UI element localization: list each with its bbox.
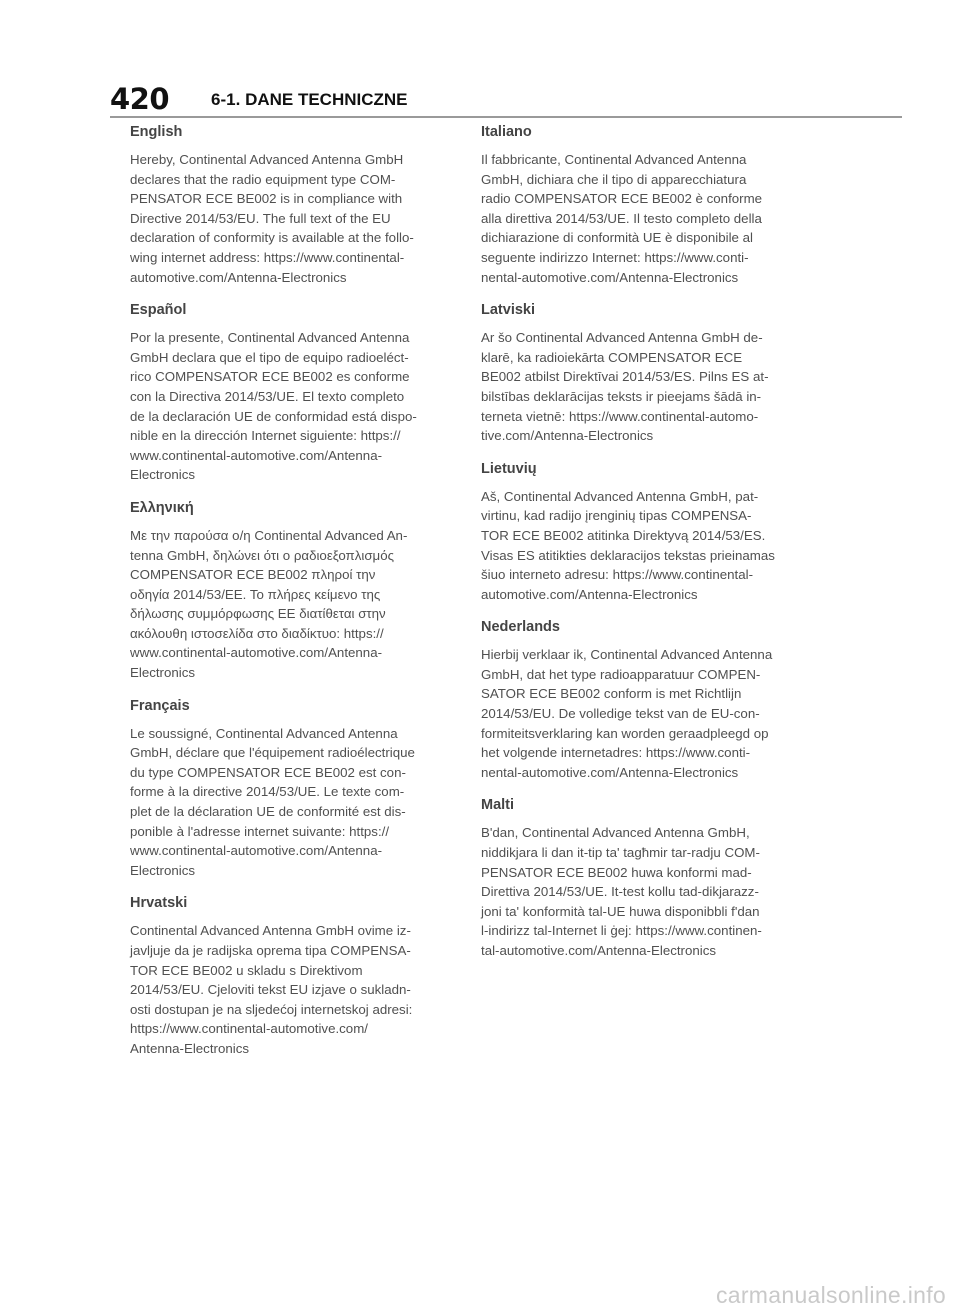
section-heading: Italiano — [481, 124, 532, 140]
declaration-lietuviu — [481, 459, 801, 605]
section-heading: Nederlands — [481, 619, 560, 636]
declaration-espanol — [130, 300, 470, 485]
section-body: Continental Advanced Antenna GmbH ovime iz- javljuje da je radijska oprema tipa COMPENSA- TOR ECE BE002 u skladu s Direktivom 2014/53/EU. Cjeloviti tekst EU izjave o sukladn- osti dostupan je na sljedećoj internetskoj adresi: https://www.continental-automotive.com/ Antenna-Electronics — [130, 923, 413, 1056]
section-heading: Español — [130, 302, 187, 319]
section-body: Aš, Continental Advanced Antenna GmbH, pat- virtinu, kad radijo įrenginių tipas COMPENSA- TOR ECE BE002 atitinka Direktyvą 2014/53/ES. Visas ES atitikties deklaracijos tekstas prieinamas šiuo interneto adresu: https://www.continental- automotive.com/Antenna-Electronics — [481, 488, 775, 602]
section-heading: English — [130, 124, 183, 140]
site-watermark: carmanualsonline.info — [715, 1282, 946, 1308]
declaration-nederlands — [481, 617, 801, 782]
section-body: Il fabbricante, Continental Advanced Antenna GmbH, dichiara che il tipo di apparecchiatura radio COMPENSATOR ECE BE002 è conforme alla direttiva 2014/53/UE. Il testo completo della dichiarazione di conformità UE è disponibile al seguente indirizzo Internet: https://www.conti- nental-automotive.com/Antenna-Electronics — [481, 152, 763, 285]
section-heading: Lietuvių — [481, 460, 537, 477]
section-body: Hierbij verklaar ik, Continental Advanced Antenna GmbH, dat het type radioapparatuur COMPEN- SATOR ECE BE002 conform is met Richtlijn 2014/53/EU. De volledige tekst van de EU-con- formiteitsverklaring kan worden geraadpleegd op het volgende internetadres: https://www.conti- nental-automotive.com/Antenna-Electronics — [481, 647, 773, 780]
section-body: Με την παρούσα ο/η Continental Advanced An- tenna GmbH, δηλώνει ότι ο ραδιοεξοπλισμός COMPENSATOR ECE BE002 πληροί την οδηγία 2014/53/ΕΕ. Το πλήρες κείμενο της δήλωσης συμμόρφωσης ΕΕ διατίθεται στην ακόλουθη ιστοσελίδα στο διαδίκτυο: https:// www.continental-automotive.com/Antenna- Electronics — [130, 527, 408, 681]
declaration-greek — [130, 498, 470, 683]
section-heading: Hrvatski — [130, 895, 188, 912]
section-body: Le soussigné, Continental Advanced Antenna GmbH, déclare que l'équipement radioélectrique du type COMPENSATOR ECE BE002 est con- forme à la directive 2014/53/UE. Le texte com- plet de la déclaration UE de conformité est dis- ponible à l'adresse internet suivante: https:// www.continental-automotive.com/Antenna- Electronics — [130, 725, 415, 878]
chapter-title: 6-1. DANE TECHNICZNE — [211, 90, 408, 109]
page-header — [110, 78, 408, 114]
declaration-english — [130, 122, 470, 287]
section-heading: Ελληνική — [130, 499, 194, 516]
section-heading: Français — [130, 697, 190, 714]
declaration-italiano — [481, 122, 801, 287]
section-body: B'dan, Continental Advanced Antenna GmbH, niddikjara li dan it-tip ta' tagħmir tar-radju COM- PENSATOR ECE BE002 huwa konformi mad- Direttiva 2014/53/UE. It-test kollu tad-dikjarazz- joni ta' konformità tal-UE huwa disponibbli f'dan l-indirizz tal-Internet li ġej: https://www.continen- tal-automotive.com/Antenna-Electronics — [481, 825, 762, 958]
section-body: Ar šo Continental Advanced Antenna GmbH de- klarē, ka radioiekārta COMPENSATOR ECE BE002 atbilst Direktīvai 2014/53/ES. Pilns ES at- bilstības deklarācijas teksts ir pieejams šādā in- terneta vietnē: https://www.continental-automo- tive.com/Antenna-Electronics — [481, 330, 769, 444]
page-number: 420 — [110, 82, 170, 116]
header-divider — [110, 116, 902, 118]
section-heading: Malti — [481, 797, 515, 814]
section-body: Por la presente, Continental Advanced Antenna GmbH declara que el tipo de equipo radioeléct- rico COMPENSATOR ECE BE002 es conforme con la Directiva 2014/53/UE. El texto completo de la declaración UE de conformidad está dispo- nible en la dirección Internet siguiente: https:// www.continental-automotive.com/Antenna- Electronics — [130, 330, 417, 483]
declaration-latviski — [481, 300, 801, 446]
section-heading: Latviski — [481, 302, 535, 319]
left-column — [130, 122, 470, 1072]
declaration-malti — [481, 795, 801, 960]
section-body: Hereby, Continental Advanced Antenna GmbH declares that the radio equipment type COM- PENSATOR ECE BE002 is in compliance with Directive 2014/53/EU. The full text of the EU declaration of conformity is available at the follo- wing internet address: https://www.continental- automotive.com/Antenna-Electronics — [130, 152, 414, 285]
declaration-hrvatski — [130, 893, 470, 1058]
right-column — [481, 122, 801, 974]
declaration-francais — [130, 696, 470, 881]
